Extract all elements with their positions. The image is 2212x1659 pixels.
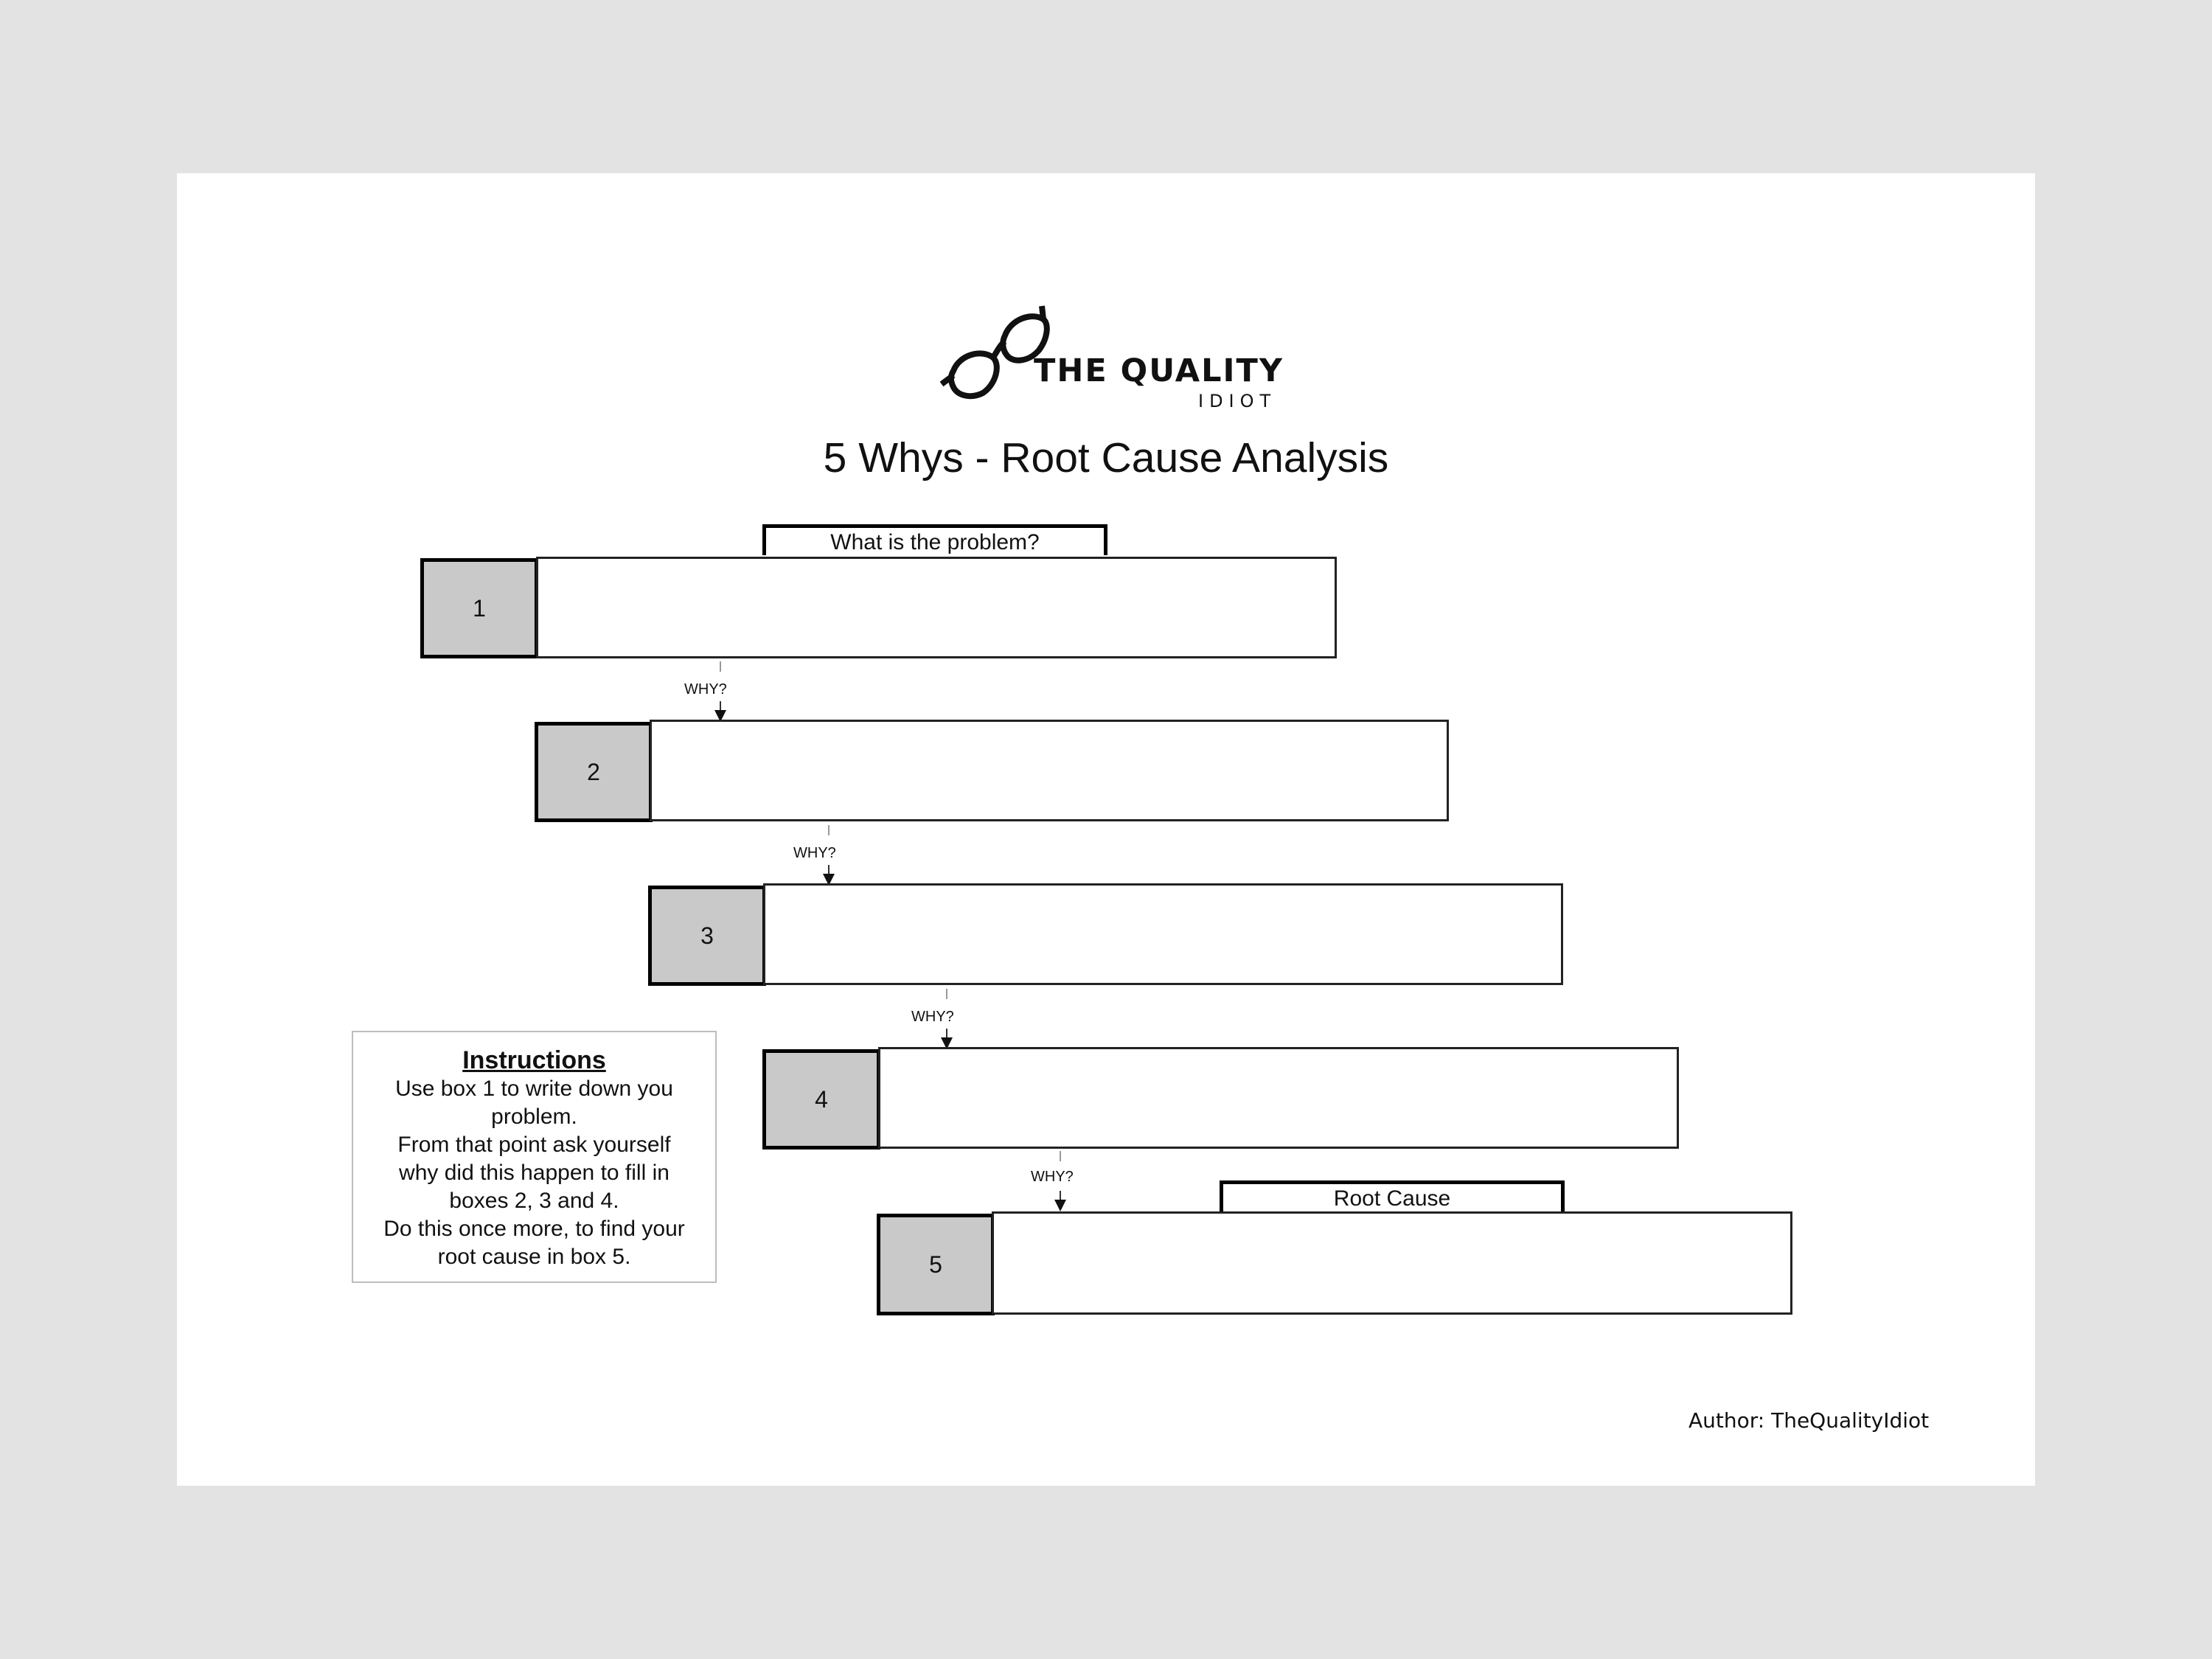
step-1-number-box bbox=[420, 558, 538, 658]
logo-subtitle: IDIOT bbox=[1198, 391, 1277, 411]
why-label-3: WHY? bbox=[911, 1009, 954, 1025]
document-page bbox=[177, 173, 2035, 1486]
problem-header: What is the problem? bbox=[762, 524, 1107, 555]
step-4-number-box bbox=[762, 1049, 880, 1150]
step-4-number: 4 bbox=[815, 1085, 828, 1113]
why-label-2: WHY? bbox=[793, 845, 836, 861]
instructions-line: root cause in box 5. bbox=[437, 1245, 631, 1269]
step-4-input-box[interactable] bbox=[878, 1047, 1679, 1149]
instructions-line: Use box 1 to write down you bbox=[395, 1077, 673, 1101]
root-cause-header: Root Cause bbox=[1220, 1180, 1565, 1211]
step-5-number-box bbox=[877, 1214, 995, 1315]
instructions-line: problem. bbox=[491, 1105, 577, 1129]
step-1-number: 1 bbox=[473, 594, 486, 622]
step-3-input-box[interactable] bbox=[763, 883, 1563, 985]
page-title: 5 Whys - Root Cause Analysis bbox=[823, 434, 1389, 481]
step-3-number: 3 bbox=[700, 922, 714, 949]
instructions-box bbox=[352, 1031, 717, 1283]
step-2-number: 2 bbox=[587, 758, 600, 785]
step-5-input-box[interactable] bbox=[992, 1211, 1792, 1315]
step-2-input-box[interactable] bbox=[650, 720, 1449, 821]
instructions-line: boxes 2, 3 and 4. bbox=[449, 1189, 619, 1213]
instructions-line: Do this once more, to find your bbox=[383, 1217, 685, 1241]
logo-title: THE QUALITY bbox=[1034, 352, 1284, 389]
step-3-number-box bbox=[648, 886, 766, 986]
step-1-input-box[interactable] bbox=[536, 557, 1337, 658]
instructions-line: From that point ask yourself bbox=[397, 1133, 671, 1157]
step-5-number: 5 bbox=[929, 1251, 942, 1278]
why-label-4: WHY? bbox=[1031, 1169, 1074, 1185]
why-label-1: WHY? bbox=[684, 681, 727, 698]
instructions-title: Instructions bbox=[462, 1046, 606, 1074]
instructions-line: why did this happen to fill in bbox=[399, 1161, 669, 1185]
step-2-number-box bbox=[535, 722, 653, 822]
author-credit: Author: TheQualityIdiot bbox=[1688, 1408, 1930, 1433]
